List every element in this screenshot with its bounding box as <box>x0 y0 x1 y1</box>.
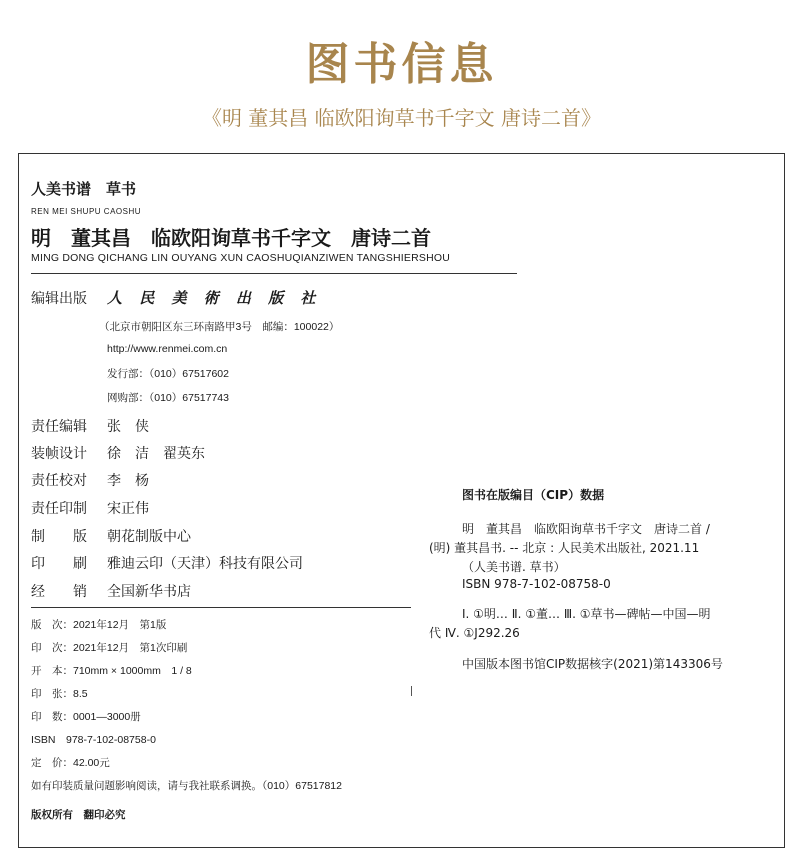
edition-line: 印 数：0001—3000册 <box>31 711 141 723</box>
credit-label: 责任印制 <box>31 501 87 517</box>
edition-line: 定 价：42.00元 <box>31 757 110 769</box>
publisher-address: （北京市朝阳区东三环南路甲3号 邮编：100022） <box>99 321 340 333</box>
publisher-url: http://www.renmei.com.cn <box>107 343 228 355</box>
divider <box>31 273 517 274</box>
credit-value: 张 侠 <box>107 419 149 435</box>
edition-line: 如有印装质量问题影响阅读，请与我社联系调换。（010）67517812 <box>31 780 342 792</box>
cip-line: (明) 董其昌书. -- 北京 : 人民美术出版社, 2021.11 <box>429 541 700 555</box>
credit-value: 朝花制版中心 <box>107 529 191 545</box>
online-phone: 网购部：（010）67517743 <box>107 392 229 404</box>
credit-value: 全国新华书店 <box>107 584 191 600</box>
edition-line: 开 本：710mm × 1000mm 1 / 8 <box>31 665 192 677</box>
series-pinyin: REN MEI SHUPU CAOSHU <box>31 207 142 216</box>
publisher-label: 编辑出版 <box>31 291 87 307</box>
credit-value: 李 杨 <box>107 473 149 489</box>
credit-label: 经 销 <box>31 584 87 600</box>
book-subtitle: 《明 董其昌 临欧阳询草书千字文 唐诗二首》 <box>201 106 602 130</box>
cip-line: 明 董其昌 临欧阳询草书千字文 唐诗二首 / <box>462 522 710 536</box>
series-name: 人美书谱 草书 <box>31 180 137 198</box>
credit-value: 雅迪云印（天津）科技有限公司 <box>107 556 303 572</box>
copyright-notice: 版权所有 翻印必究 <box>31 809 126 821</box>
cip-classification: 代 Ⅳ. ①J292.26 <box>429 626 520 640</box>
trim-mark <box>411 686 412 696</box>
edition-line: 印 张：8.5 <box>31 688 88 700</box>
sales-phone: 发行部：（010）67517602 <box>107 368 229 380</box>
credit-label: 责任校对 <box>31 473 87 489</box>
cip-title: 图书在版编目（CIP）数据 <box>462 488 605 502</box>
cip-isbn: ISBN 978-7-102-08758-0 <box>462 577 611 591</box>
book-title-pinyin: MING DONG QICHANG LIN OUYANG XUN CAOSHUQIANZIWEN TANGSHIERSHOU <box>31 252 451 264</box>
credit-value: 宋正伟 <box>107 501 149 517</box>
copyright-page <box>18 153 785 848</box>
edition-line: 印 次：2021年12月 第1次印刷 <box>31 642 188 654</box>
divider <box>31 607 411 608</box>
credit-label: 印 刷 <box>31 556 87 572</box>
credit-label: 装帧设计 <box>31 446 87 462</box>
book-title: 明 董其昌 临欧阳询草书千字文 唐诗二首 <box>31 226 431 250</box>
page-title: 图书信息 <box>305 39 498 90</box>
credit-label: 责任编辑 <box>31 419 87 435</box>
edition-line: ISBN 978-7-102-08758-0 <box>31 734 156 746</box>
cip-classification: Ⅰ. ①明… Ⅱ. ①董… Ⅲ. ①草书—碑帖—中国—明 <box>462 607 711 621</box>
edition-line: 版 次：2021年12月 第1版 <box>31 619 167 631</box>
publisher-name: 人 民 美 術 出 版 社 <box>107 289 322 307</box>
cip-verification: 中国版本图书馆CIP数据核字(2021)第143306号 <box>462 657 723 671</box>
credit-value: 徐 洁 翟英东 <box>107 446 205 462</box>
credit-label: 制 版 <box>31 529 87 545</box>
cip-line: （人美书谱. 草书） <box>462 560 566 574</box>
